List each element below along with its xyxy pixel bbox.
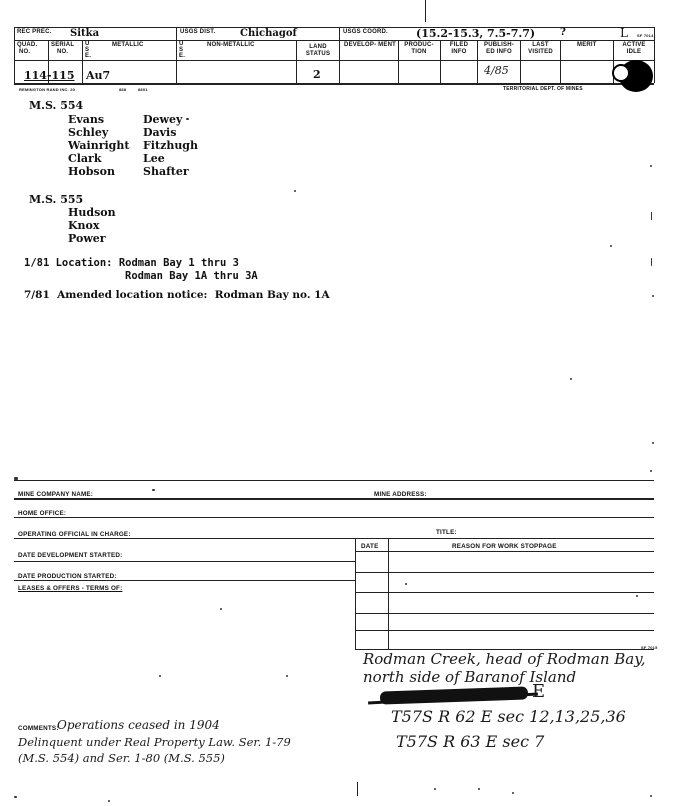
use-u-label: U (85, 41, 90, 47)
development-label: DEVELOP- MENT (344, 42, 396, 48)
use-e-label-2: E. (179, 53, 186, 59)
serial-no-label: NO. (57, 49, 69, 55)
ms-555-title: M.S. 555 (29, 193, 84, 206)
list-item: Wainright (68, 139, 130, 152)
location-line-1: 1/81 Location: Rodman Bay 1 thru 3 (24, 257, 239, 269)
department-label: TERRITORIAL DEPT. OF MINES (503, 86, 583, 92)
letter-mark: L (620, 26, 628, 40)
list-item: Knox (68, 219, 100, 232)
use-e-label: E. (85, 53, 92, 59)
quad-value: 114-115 (24, 69, 75, 82)
home-office-label: HOME OFFICE: (18, 510, 67, 517)
list-item: Evans (68, 113, 105, 126)
usgs-coord-label: USGS COORD. (343, 29, 388, 35)
metallic-label: METALLIC (112, 42, 144, 48)
list-item: Hudson (68, 206, 116, 219)
mine-company-label: MINE COMPANY NAME: (18, 491, 94, 498)
published-info-value: 4/85 (484, 64, 509, 77)
list-item: Clark (68, 152, 102, 165)
quad-no-label: NO. (19, 49, 31, 55)
use-u-label-2: U (179, 41, 184, 47)
filed-info-label: FILED INFO (449, 42, 469, 55)
date-column-label: DATE (361, 543, 379, 550)
punched-hole-rim (612, 64, 630, 82)
list-item: Shafter (143, 165, 189, 178)
operating-official-label: OPERATING OFFICIAL IN CHARGE: (18, 531, 131, 538)
serial-value: Au7 (86, 69, 111, 82)
use-s-label-2: S (179, 47, 184, 53)
printer-code-1: 888 (119, 87, 127, 92)
printer-imprint: REMINGTON RAND INC. 20 (19, 87, 76, 92)
rec-prec-value: Sitka (70, 28, 100, 39)
mine-address-label: MINE ADDRESS: (374, 491, 427, 498)
prod-started-label: DATE PRODUCTION STARTED: (18, 573, 117, 580)
list-item: Schley (68, 126, 109, 139)
list-item: Lee (143, 152, 165, 165)
reason-stoppage-label: REASON FOR WORK STOPPAGE (452, 543, 557, 550)
location-note-2: north side of Baranof Island (363, 668, 577, 686)
usgs-coord-value: (15.2-15.3, 7.5-7.7) (416, 27, 536, 40)
nonmetallic-label: NON-METALLIC (207, 42, 255, 48)
scribble-suffix: E (532, 681, 546, 702)
location-line-2: Rodman Bay 1A thru 3A (125, 270, 258, 282)
comment-line-2: Delinquent under Real Property Law. Ser. 1-79 (18, 735, 291, 749)
serial-label: SERIAL (51, 42, 75, 48)
active-idle-label: ACTIVE IDLE (622, 42, 646, 55)
usgs-dist-value: Chichagof (240, 28, 297, 39)
comment-line-3: (M.S. 554) and Ser. 1-80 (M.S. 555) (18, 751, 225, 765)
use-s-label: S (85, 47, 90, 53)
land-status-value: 2 (313, 68, 321, 81)
location-note-1: Rodman Creek, head of Rodman Bay, (363, 650, 646, 668)
amended-location-line: 7/81 Amended location notice: Rodman Bay no. 1A (24, 289, 330, 301)
published-info-label: PUBLISH- ED INFO (484, 42, 514, 55)
dev-started-label: DATE DEVELOPMENT STARTED: (18, 552, 123, 559)
list-item: Davis (143, 126, 177, 139)
list-item: Fitzhugh (143, 139, 198, 152)
quad-label: QUAD. (17, 42, 38, 48)
production-label: PRODUC- TION (404, 42, 434, 55)
comments-label: COMMENTS: (18, 725, 59, 732)
list-item: Dewey (143, 113, 183, 126)
comment-line-1: Operations ceased in 1904 (57, 718, 220, 732)
coord-mark: ? (560, 27, 566, 38)
list-item: Power (68, 232, 106, 245)
printer-code-2: 8801 (138, 87, 148, 92)
leases-offers-label: LEASES & OFFERS - TERMS OF: (18, 585, 123, 592)
township-line-1: T57S R 62 E sec 12,13,25,36 (391, 707, 626, 726)
list-item: Hobson (68, 165, 115, 178)
title-label: TITLE: (436, 529, 457, 536)
land-status-label: LAND STATUS (305, 44, 331, 57)
ms-554-title: M.S. 554 (29, 99, 84, 112)
merit-label: MERIT (577, 42, 597, 48)
form-number-2: SF 7015 (641, 645, 658, 650)
last-visited-label: LAST VISITED (528, 42, 553, 55)
usgs-dist-label: USGS DIST. (180, 29, 216, 35)
form-number: SF 7014 (637, 33, 654, 38)
township-line-2: T57S R 63 E sec 7 (396, 732, 545, 751)
rec-prec-label: REC PREC. (17, 29, 52, 35)
